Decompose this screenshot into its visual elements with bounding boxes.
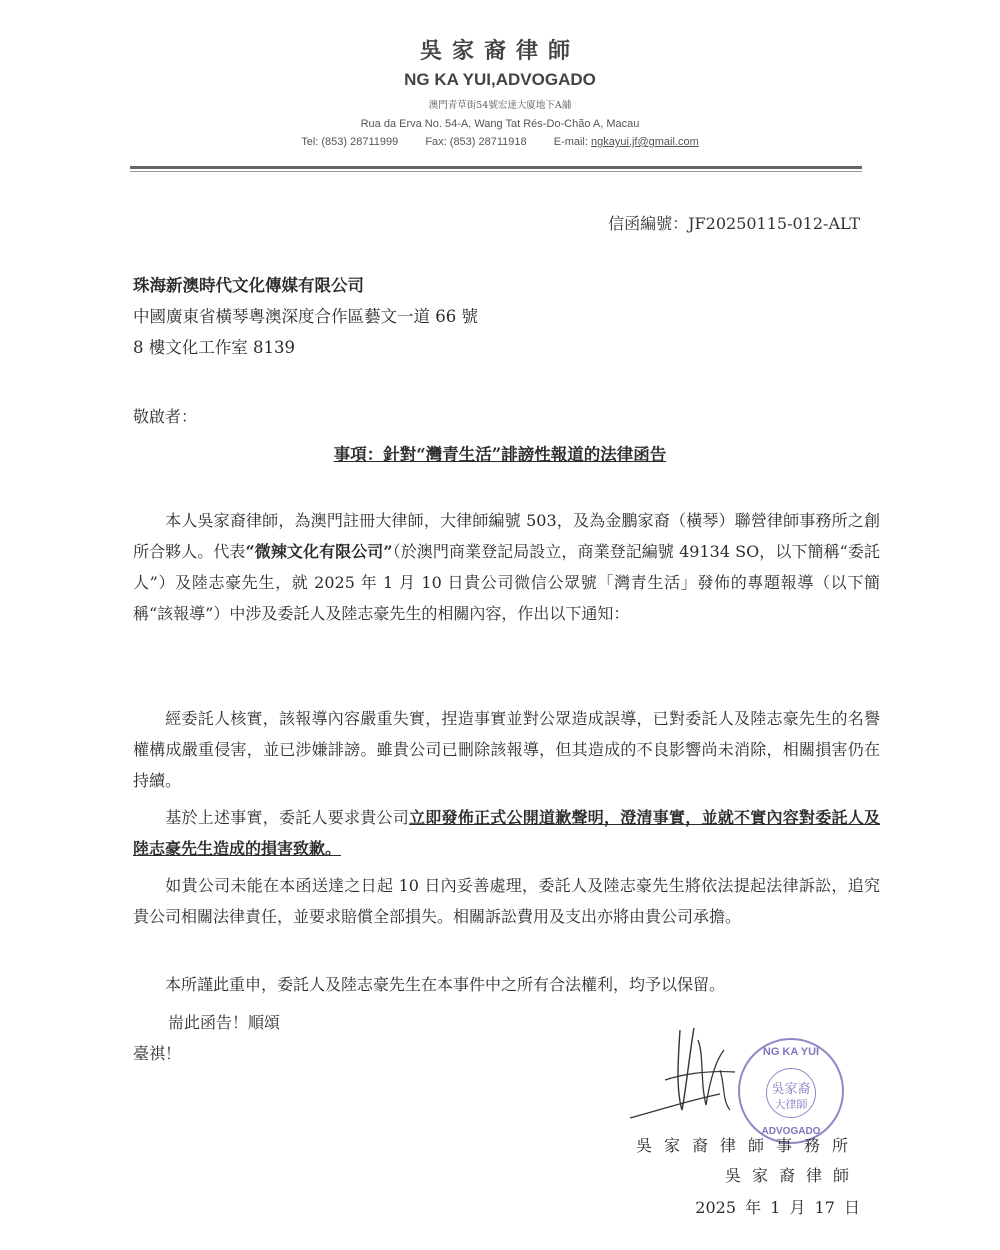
paragraph-1-part-b: （於澳門商業登記局設立，商業登記編號 49134 SO，以下簡稱“委託人”）及陸志豪先生，就 2025 年 1 月 10 日貴公司微信公眾號「灣青生活」發佈的專題報導（以下簡稱“該報導”）中涉及委託人及陸志豪先生的相關內容，作出以下通知： — [133, 542, 880, 623]
signoff-lawyer: 吳家裔律師 — [724, 1166, 860, 1185]
letterhead-address-pt: Rua da Erva No. 54-A, Wang Tat Rés-Do-Chão A, Macau — [360, 118, 640, 130]
letterhead-fax: Fax: (853) 28711918 — [425, 136, 527, 148]
recipient-address-line2: 8 樓文化工作室 8139 — [133, 338, 295, 357]
letterhead-email-group — [554, 136, 699, 148]
paragraph-facts — [133, 703, 880, 796]
letterhead-name-en: NG KA YUI,ADVOGADO — [404, 70, 596, 89]
seal-top-text: NG KA YUI — [762, 1046, 820, 1058]
lawyer-seal — [738, 1038, 844, 1144]
paragraph-4-text: 如貴公司未能在本函送達之日起 10 日內妥善處理，委託人及陸志豪先生將依法提起法律訴訟，追究貴公司相關法律責任，並要求賠償全部損失。相關訴訟費用及支出亦將由貴公司承擔。 — [133, 876, 880, 926]
paragraph-1-part-a: 本人吳家裔律師，為澳門註冊大律師，大律師編號 503，及為金鵬家裔（橫琴）聯營律師事務所之創所合夥人。代表 — [133, 511, 880, 561]
signoff-date: 2025 年 1 月 17 日 — [695, 1198, 860, 1217]
letterhead-contact — [0, 134, 1000, 150]
letterhead-divider — [130, 166, 862, 169]
signature-area — [620, 1010, 870, 1137]
signoff-firm: 吳家裔律師事務所 — [635, 1136, 860, 1155]
client-name: “微辣文化有限公司” — [245, 542, 393, 561]
seal-center-line1: 吳家裔 — [771, 1082, 811, 1097]
seal-bottom-text: ADVOGADO — [761, 1126, 821, 1137]
paragraph-3-text: 基於上述事實，委託人要求貴公司 — [165, 808, 409, 827]
paragraph-consequence — [133, 870, 880, 932]
letter-reference: 信函編號：JF20250115-012-ALT — [608, 214, 860, 233]
paragraph-introduction — [133, 505, 880, 629]
letterhead-address-zh: 澳門青草街54號宏達大廈地下A舖 — [428, 100, 572, 111]
letterhead-name-zh: 吳家裔律師 — [419, 38, 580, 64]
letterhead — [0, 36, 1000, 150]
letterhead-divider-thin — [130, 171, 862, 172]
closing-line-2: 臺祺！ — [133, 1044, 182, 1063]
paragraph-5-text: 本所謹此重申，委託人及陸志豪先生在本事件中之所有合法權利，均予以保留。 — [165, 975, 726, 994]
letterhead-email-link[interactable]: ngkayui.jf@gmail.com — [591, 136, 699, 148]
letterhead-tel: Tel: (853) 28711999 — [301, 136, 399, 148]
subject-line — [0, 441, 1000, 465]
paragraph-reservation — [133, 969, 880, 1000]
closing-line-1: 耑此函告！順頌 — [168, 1013, 281, 1032]
letterhead-email-label: E-mail: — [553, 136, 588, 148]
salutation: 敬啟者： — [133, 407, 198, 426]
paragraph-demand — [133, 802, 880, 864]
recipient-address-line1: 中國廣東省橫琴粵澳深度合作區藝文一道 66 號 — [133, 307, 478, 326]
recipient-company: 珠海新澳時代文化傳媒有限公司 — [133, 276, 364, 295]
seal-center-line2: 大律師 — [774, 1098, 808, 1111]
paragraph-2-text: 經委託人核實，該報導內容嚴重失實，捏造事實並對公眾造成誤導，已對委託人及陸志豪先生的名譽權構成嚴重侵害，並已涉嫌誹謗。雖貴公司已刪除該報導，但其造成的不良影響尚未消除，相關損害仍在持續。 — [133, 709, 880, 790]
recipient-block — [133, 270, 478, 363]
subject-text: 事項：針對“灣青生活”誹謗性報道的法律函告 — [333, 445, 667, 464]
demand-statement: 立即發佈正式公開道歉聲明，澄清事實，並就不實內容對委託人及陸志豪先生造成的損害致歉。 — [133, 808, 880, 858]
